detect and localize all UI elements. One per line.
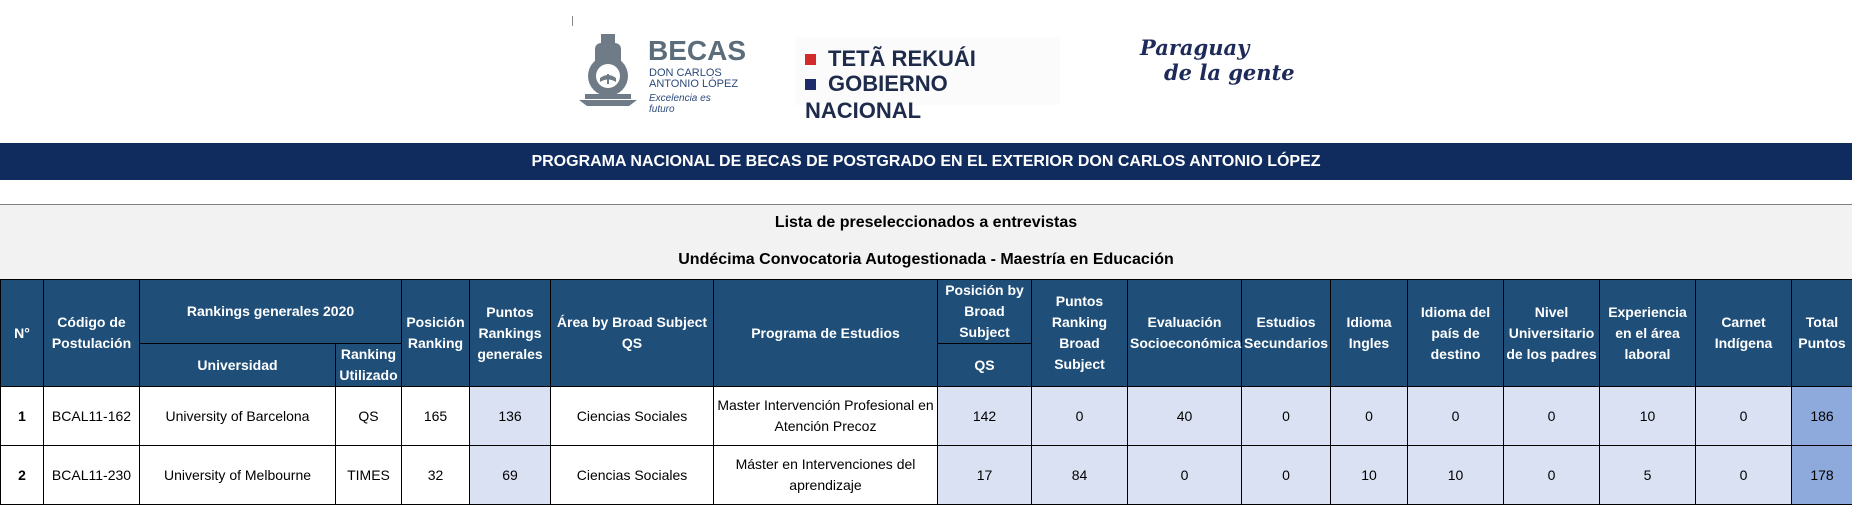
teta-line2: GOBIERNO NACIONAL xyxy=(805,71,948,123)
cell-codigo: BCAL11-230 xyxy=(44,446,140,505)
becas-subtitle xyxy=(649,68,739,90)
cell-estudios: 0 xyxy=(1242,446,1331,505)
cell-carnet: 0 xyxy=(1696,387,1792,446)
cell-posicion: 32 xyxy=(402,446,470,505)
cell-experiencia: 10 xyxy=(1600,387,1696,446)
header-puntos-broad: Puntos Ranking Broad Subject xyxy=(1032,280,1128,387)
cell-nivel: 0 xyxy=(1504,387,1600,446)
header-universidad: Universidad xyxy=(140,344,336,387)
blue-square-icon xyxy=(805,79,816,90)
header-posicion-broad: Posición by Broad Subject xyxy=(938,280,1032,344)
header-puntos-rankings: Puntos Rankings generales xyxy=(470,280,551,387)
header-idioma-ingles: Idioma Ingles xyxy=(1331,280,1408,387)
header-nivel: Nivel Universitario de los padres xyxy=(1504,280,1600,387)
header-area: Área by Broad Subject QS xyxy=(551,280,714,387)
program-banner: PROGRAMA NACIONAL DE BECAS DE POSTGRADO EN EL EXTERIOR DON CARLOS ANTONIO LÓPEZ xyxy=(0,143,1852,180)
header-ranking-utilizado: Ranking Utilizado xyxy=(336,344,402,387)
cell-posicion-broad: 17 xyxy=(938,446,1032,505)
becas-logo xyxy=(575,30,735,110)
header-evaluacion: Evaluación Socioeconómica xyxy=(1128,280,1242,387)
cell-ingles: 10 xyxy=(1331,446,1408,505)
cell-estudios: 0 xyxy=(1242,387,1331,446)
paraguay-line2: de la gente xyxy=(1140,60,1295,85)
results-table xyxy=(0,279,1852,505)
cell-ranking: TIMES xyxy=(336,446,402,505)
cell-codigo: BCAL11-162 xyxy=(44,387,140,446)
cell-ingles: 0 xyxy=(1331,387,1408,446)
cell-n: 1 xyxy=(1,387,44,446)
cell-posicion-broad: 142 xyxy=(938,387,1032,446)
convocatoria-title: Undécima Convocatoria Autogestionada - Maestría en Educación xyxy=(0,241,1852,280)
header-logos xyxy=(0,0,1852,143)
list-title: Lista de preseleccionados a entrevistas xyxy=(0,204,1852,242)
header-total: Total Puntos xyxy=(1792,280,1852,387)
paraguay-line1: Paraguay xyxy=(1140,35,1295,60)
cell-experiencia: 5 xyxy=(1600,446,1696,505)
cell-puntos-broad: 0 xyxy=(1032,387,1128,446)
paraguay-logo xyxy=(1140,35,1295,85)
cell-total: 178 xyxy=(1792,446,1852,505)
header-idioma-pais: Idioma del país de destino xyxy=(1408,280,1504,387)
cursor-mark xyxy=(572,16,573,26)
cell-area: Ciencias Sociales xyxy=(551,446,714,505)
cell-total: 186 xyxy=(1792,387,1852,446)
header-carnet: Carnet Indígena xyxy=(1696,280,1792,387)
cell-carnet: 0 xyxy=(1696,446,1792,505)
becas-title: BECAS xyxy=(648,35,746,67)
cell-evaluacion: 40 xyxy=(1128,387,1242,446)
teta-line1: TETÃ REKUÁI xyxy=(828,46,976,71)
becas-line2: ANTONIO LÓPEZ xyxy=(649,79,739,90)
cell-puntos-rankings: 136 xyxy=(470,387,551,446)
table-row xyxy=(1,387,1852,446)
locomotive-icon xyxy=(575,34,641,108)
cell-area: Ciencias Sociales xyxy=(551,387,714,446)
cell-posicion: 165 xyxy=(402,387,470,446)
header-codigo: Código de Postulación xyxy=(44,280,140,387)
header-qs: QS xyxy=(938,344,1032,387)
cell-nivel: 0 xyxy=(1504,446,1600,505)
header-rankings-group: Rankings generales 2020 xyxy=(140,280,402,344)
header-programa: Programa de Estudios xyxy=(714,280,938,387)
cell-n: 2 xyxy=(1,446,44,505)
header-n: N° xyxy=(1,280,44,387)
cell-puntos-broad: 84 xyxy=(1032,446,1128,505)
cell-evaluacion: 0 xyxy=(1128,446,1242,505)
header-estudios: Estudios Secundarios xyxy=(1242,280,1331,387)
header-posicion-ranking: Posición Ranking xyxy=(402,280,470,387)
teta-rekuai-logo xyxy=(795,37,1060,105)
becas-line1: DON CARLOS xyxy=(649,68,739,79)
cell-idioma-pais: 10 xyxy=(1408,446,1504,505)
cell-programa: Master Intervención Profesional en Atención Precoz xyxy=(714,387,938,446)
red-square-icon xyxy=(805,54,816,65)
cell-puntos-rankings: 69 xyxy=(470,446,551,505)
cell-ranking: QS xyxy=(336,387,402,446)
cell-universidad: University of Barcelona xyxy=(140,387,336,446)
cell-universidad: University of Melbourne xyxy=(140,446,336,505)
becas-slogan: Excelencia es futuro xyxy=(649,93,735,115)
cell-idioma-pais: 0 xyxy=(1408,387,1504,446)
cell-programa: Máster en Intervenciones del aprendizaje xyxy=(714,446,938,505)
header-experiencia: Experiencia en el área laboral xyxy=(1600,280,1696,387)
table-row xyxy=(1,446,1852,505)
